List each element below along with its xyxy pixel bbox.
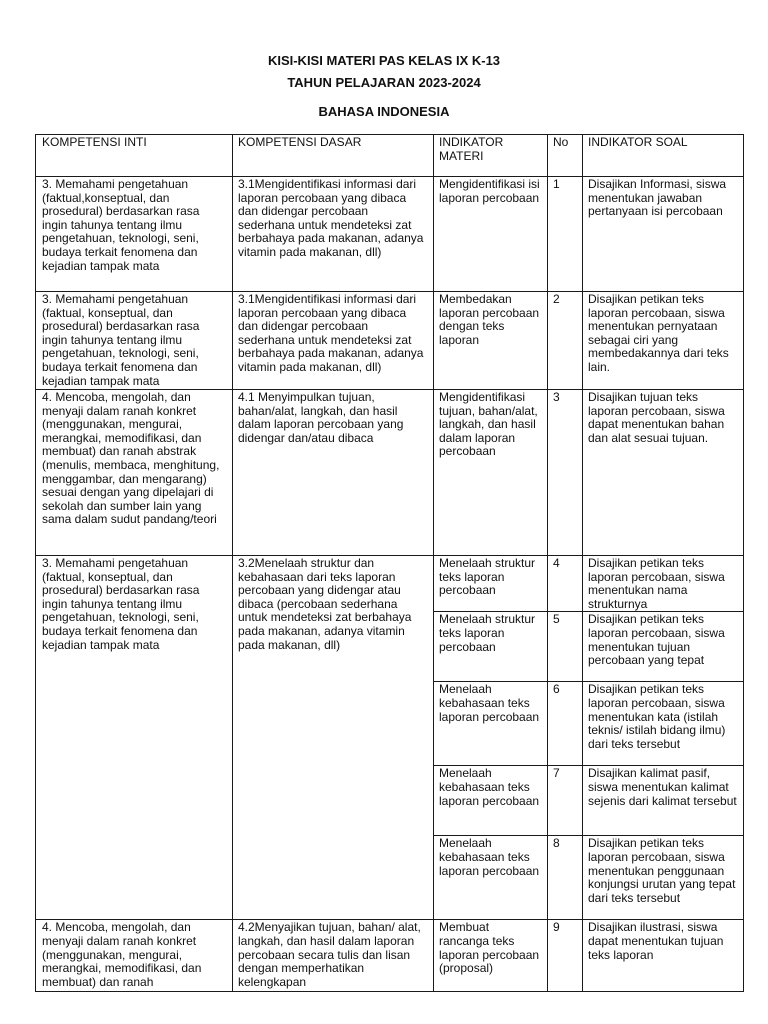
cell-no: 1 xyxy=(548,177,583,292)
cell-kompetensi-inti: 4. Mencoba, mengolah, dan menyaji dalam ranah konkret (menggunakan, mengurai, merangkai, memodifikasi, dan membuat) dan ranah xyxy=(36,920,233,992)
cell-kompetensi-inti: 3. Memahami pengetahuan (faktual, konseptual, dan prosedural) berdasarkan rasa ingin tahunya tentang ilmu pengetahuan, teknologi, seni, budaya terkait fenomena dan kejadian tampak mata xyxy=(36,556,233,920)
header-kompetensi-inti: KOMPETENSI INTI xyxy=(36,135,233,177)
cell-indikator-materi: Membedakan laporan percobaan dengan teks laporan xyxy=(434,292,548,390)
header-no: No xyxy=(548,135,583,177)
cell-kompetensi-inti: 3. Memahami pengetahuan (faktual, konseptual, dan prosedural) berdasarkan rasa ingin tahunya tentang ilmu pengetahuan, teknologi, seni, budaya terkait fenomena dan kejadian tampak mata xyxy=(36,292,233,390)
cell-indikator-soal: Disajikan petikan teks laporan percobaan, siswa menentukan nama strukturnya xyxy=(583,556,744,612)
subject-title: BAHASA INDONESIA xyxy=(318,104,450,119)
cell-indikator-soal: Disajikan petikan teks laporan percobaan, siswa menentukan tujuan percobaan yang tepat xyxy=(583,612,744,682)
table-row xyxy=(36,390,744,556)
document-title: KISI-KISI MATERI PAS KELAS IX K-13 xyxy=(267,53,501,68)
header-kompetensi-dasar: KOMPETENSI DASAR xyxy=(233,135,434,177)
cell-no: 8 xyxy=(548,836,583,920)
cell-indikator-soal: Disajikan petikan teks laporan percobaan, siswa menentukan pernyataan sebagai ciri yang membedakannya dari teks lain. xyxy=(583,292,744,390)
cell-indikator-soal: Disajikan petikan teks laporan percobaan, siswa menentukan penggunaan konjungsi urutan yang tepat dari teks tersebut xyxy=(583,836,744,920)
cell-no: 7 xyxy=(548,766,583,836)
table-row xyxy=(36,292,744,390)
cell-indikator-soal: Disajikan tujuan teks laporan percobaan, siswa dapat menentukan bahan dan alat sesuai tujuan. xyxy=(583,390,744,556)
cell-no: 4 xyxy=(548,556,583,612)
cell-kompetensi-dasar: 3.2Menelaah struktur dan kebahasaan dari teks laporan percobaan yang didengar atau dibaca (percobaan sederhana untuk mendeteksi zat berbahaya pada makanan, adanya vitamin pada makanan, dll) xyxy=(233,556,434,920)
table-row xyxy=(36,177,744,292)
cell-kompetensi-dasar: 4.1 Menyimpulkan tujuan, bahan/alat, langkah, dan hasil dalam laporan percobaan yang didengar dan/atau dibaca xyxy=(233,390,434,556)
cell-indikator-materi: Menelaah struktur teks laporan percobaan xyxy=(434,556,548,612)
table-row xyxy=(36,920,744,992)
cell-no: 2 xyxy=(548,292,583,390)
cell-kompetensi-dasar: 4.2Menyajikan tujuan, bahan/ alat, langkah, dan hasil dalam laporan percobaan secara tulis dan lisan dengan memperhatikan kelengkapan xyxy=(233,920,434,992)
cell-indikator-soal: Disajikan petikan teks laporan percobaan, siswa menentukan kata (istilah teknis/ istilah bidang ilmu) dari teks tersebut xyxy=(583,682,744,766)
cell-no: 5 xyxy=(548,612,583,682)
cell-indikator-soal: Disajikan Informasi, siswa menentukan jawaban pertanyaan isi percobaan xyxy=(583,177,744,292)
cell-kompetensi-dasar: 3.1Mengidentifikasi informasi dari laporan percobaan yang dibaca dan didengar percobaan sederhana untuk mendeteksi zat berbahaya pada makanan, adanya vitamin pada makanan, dll) xyxy=(233,177,434,292)
cell-indikator-materi: Menelaah kebahasaan teks laporan percobaan xyxy=(434,766,548,836)
cell-indikator-soal: Disajikan kalimat pasif, siswa menentukan kalimat sejenis dari kalimat tersebut xyxy=(583,766,744,836)
cell-indikator-materi: Menelaah struktur teks laporan percobaan xyxy=(434,612,548,682)
header-indikator-materi: INDIKATOR MATERI xyxy=(434,135,548,177)
kisi-kisi-table xyxy=(35,134,744,992)
cell-indikator-materi: Menelaah kebahasaan teks laporan percobaan xyxy=(434,836,548,920)
table-header-row xyxy=(36,135,744,177)
cell-indikator-soal: Disajikan ilustrasi, siswa dapat menentukan tujuan teks laporan xyxy=(583,920,744,992)
cell-no: 6 xyxy=(548,682,583,766)
cell-indikator-materi: Mengidentifikasi tujuan, bahan/alat, langkah, dan hasil dalam laporan percobaan xyxy=(434,390,548,556)
cell-indikator-materi: Menelaah kebahasaan teks laporan percobaan xyxy=(434,682,548,766)
cell-indikator-materi: Mengidentifikasi isi laporan percobaan xyxy=(434,177,548,292)
cell-kompetensi-inti: 3. Memahami pengetahuan (faktual,konseptual, dan prosedural) berdasarkan rasa ingin tahunya tentang ilmu pengetahuan, teknologi, seni, budaya terkait fenomena dan kejadian tampak mata xyxy=(36,177,233,292)
header-indikator-soal: INDIKATOR SOAL xyxy=(583,135,744,177)
cell-kompetensi-dasar: 3.1Mengidentifikasi informasi dari laporan percobaan yang dibaca dan didengar percobaan sederhana untuk mendeteksi zat berbahaya pada makanan, adanya vitamin pada makanan, dll) xyxy=(233,292,434,390)
school-year: TAHUN PELAJARAN 2023-2024 xyxy=(287,75,481,90)
cell-indikator-materi: Membuat rancanga teks laporan percobaan (proposal) xyxy=(434,920,548,992)
cell-no: 3 xyxy=(548,390,583,556)
cell-kompetensi-inti: 4. Mencoba, mengolah, dan menyaji dalam ranah konkret (menggunakan, mengurai, merangkai, memodifikasi, dan membuat) dan ranah abstrak (menulis, membaca, menghitung, menggambar, dan mengarang) sesuai dengan yang dipelajari di sekolah dan sumber lain yang sama dalam sudut pandang/teori xyxy=(36,390,233,556)
table-row xyxy=(36,556,744,612)
cell-no: 9 xyxy=(548,920,583,992)
